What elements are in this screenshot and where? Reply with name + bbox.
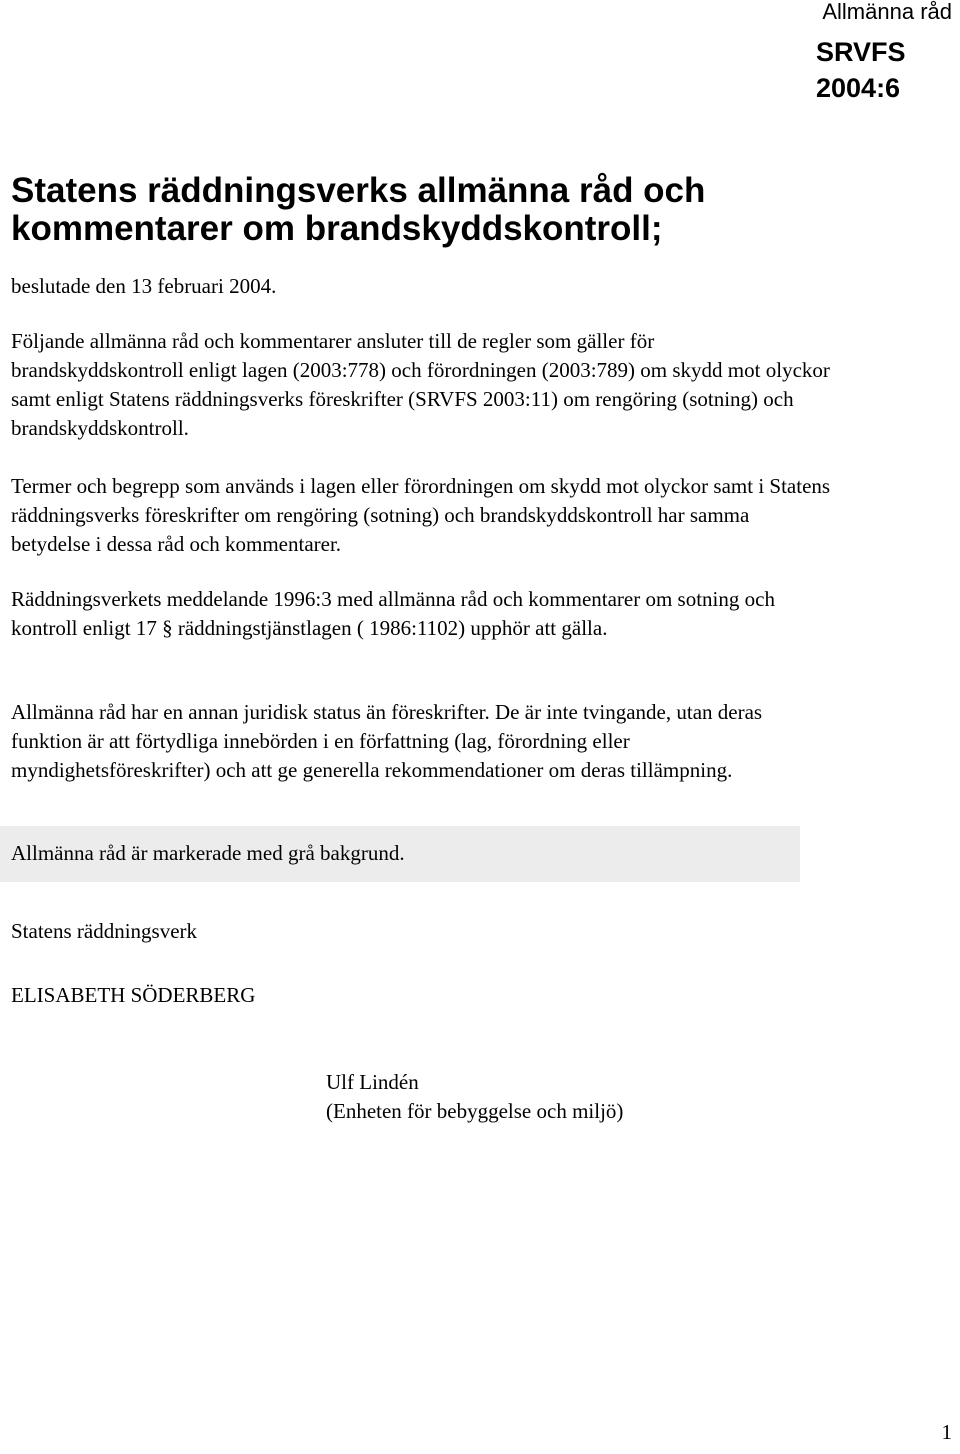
- cosigner-block: [326, 1068, 623, 1126]
- document-title: Statens räddningsverks allmänna råd och kommentarer om brandskyddskontroll;: [11, 171, 706, 248]
- cosigner-name: Ulf Lindén: [326, 1070, 419, 1094]
- document-code-number: 2004:6: [816, 73, 901, 103]
- gray-note-text: Allmänna råd är markerade med grå bakgrund.: [11, 841, 405, 865]
- signer-name: ELISABETH SÖDERBERG: [11, 983, 256, 1007]
- document-code: [816, 34, 956, 106]
- document-code-series: SRVFS: [816, 37, 906, 67]
- paragraph-repeal: Räddningsverkets meddelande 1996:3 med allmänna råd och kommentarer om sotning och kontroll enligt 17 § räddningstjänstlagen ( 1986:1102) upphör att gälla.: [11, 587, 775, 640]
- gray-background-note: [0, 826, 800, 882]
- agency-name: Statens räddningsverk: [11, 919, 198, 943]
- document-type-label: Allmänna råd: [822, 0, 952, 24]
- decision-date: beslutade den 13 februari 2004.: [11, 274, 277, 298]
- paragraph-intro: Följande allmänna råd och kommentarer ansluter till de regler som gäller för brandskyddskontroll enligt lagen (2003:778) och förordningen (2003:789) om skydd mot olyckor samt enligt Statens räddningsverks föreskrifter (SRVFS 2003:11) om rengöring (sotning) och brandskyddskontroll.: [11, 329, 830, 440]
- paragraph-legal-status: Allmänna råd har en annan juridisk status än föreskrifter. De är inte tvingande, utan deras funktion är att förtydliga innebörden i en författning (lag, förordning eller myndighetsföreskrifter) och att ge generella rekommendationer om deras tillämpning.: [11, 700, 763, 782]
- cosigner-unit: (Enheten för bebyggelse och miljö): [326, 1099, 624, 1123]
- page-number: 1: [941, 1420, 952, 1444]
- paragraph-terms: Termer och begrepp som används i lagen eller förordningen om skydd mot olyckor samt i Statens räddningsverks föreskrifter om rengöring (sotning) och brandskyddskontroll har samma betydelse i dessa råd och kommentarer.: [11, 474, 831, 556]
